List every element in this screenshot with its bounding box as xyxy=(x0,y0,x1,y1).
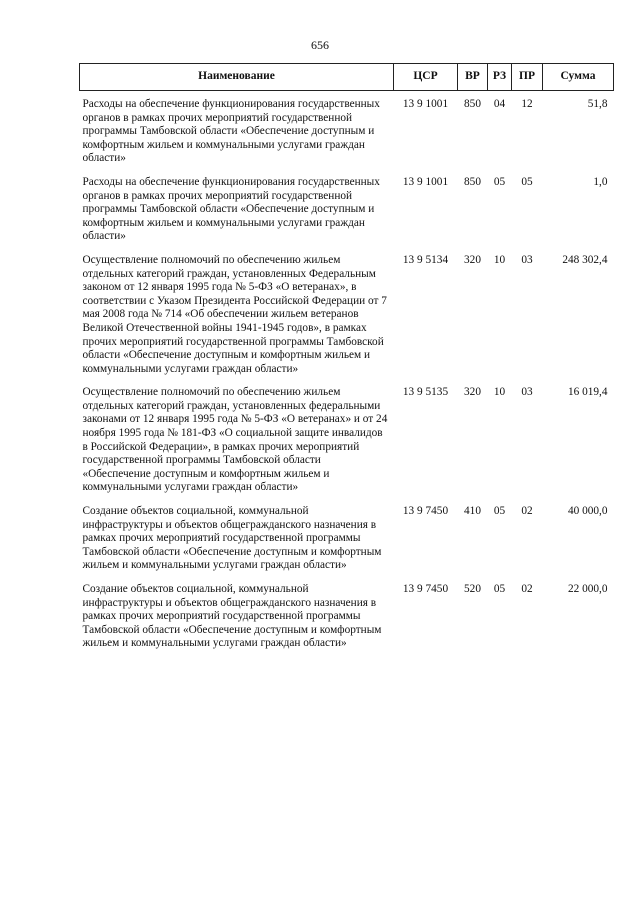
row-rz: 05 xyxy=(493,505,506,518)
table-row xyxy=(80,498,614,576)
row-sum: 51,8 xyxy=(587,98,608,110)
row-csr: 13 9 5135 xyxy=(402,386,449,399)
table-row xyxy=(80,169,614,247)
row-csr: 13 9 5134 xyxy=(402,253,449,266)
row-rz: 05 xyxy=(493,175,506,188)
row-name: Расходы на обеспечение функционирования государственных органов в рамках прочих мероприятий государственной программы Тамбовской области «Обеспечение доступным и комфортным жильем и коммунальными услугами граждан области» xyxy=(82,98,380,165)
row-rz: 05 xyxy=(493,583,506,595)
row-name: Создание объектов социальной, коммунальной инфраструктуры и объектов общегражданского назначения в рамках прочих мероприятий государственной программы Тамбовской области «Обеспечение доступным и комфортным жильем и коммунальными услугами граждан области» xyxy=(82,583,382,650)
row-sum: 22 000,0 xyxy=(567,583,608,595)
row-sum: 1,0 xyxy=(593,175,608,188)
row-name: Расходы на обеспечение функционирования государственных органов в рамках прочих мероприятий государственной программы Тамбовской области «Обеспечение доступным и комфортным жильем и коммунальными услугами граждан области» xyxy=(82,175,380,243)
row-pr: 12 xyxy=(521,98,533,110)
table-row xyxy=(80,247,614,379)
row-pr: 02 xyxy=(521,583,533,595)
row-name: Создание объектов социальной, коммунальной инфраструктуры и объектов общегражданского назначения в рамках прочих мероприятий государственной программы Тамбовской области «Обеспечение доступным и комфортным жильем и коммунальными услугами граждан области» xyxy=(82,505,382,572)
row-vr: 410 xyxy=(464,505,481,518)
row-vr: 850 xyxy=(464,175,481,188)
row-pr: 05 xyxy=(521,175,533,188)
row-csr: 13 9 7450 xyxy=(402,583,449,595)
table-row xyxy=(80,576,614,654)
row-csr: 13 9 1001 xyxy=(402,175,449,188)
row-pr: 02 xyxy=(521,505,533,518)
row-rz: 10 xyxy=(493,253,506,266)
header-rz: РЗ xyxy=(488,64,512,91)
header-row xyxy=(80,64,614,91)
row-pr: 03 xyxy=(521,386,533,399)
row-rz: 04 xyxy=(493,98,506,110)
table-header xyxy=(80,64,614,91)
row-vr: 320 xyxy=(464,253,481,266)
header-csr: ЦСР xyxy=(394,64,458,91)
row-name: Осуществление полномочий по обеспечению жильем отдельных категорий граждан, установленных федеральными законами от 12 января 1995 года № 5-ФЗ «О ветеранах» и от 24 ноября 1995 года № 181-ФЗ «О социальной защите инвалидов в Российской Федерации», в рамках прочих мероприятий государственной программы Тамбовской области «Обеспечение доступным и комфортным жильем и коммунальными услугами граждан области» xyxy=(82,386,388,494)
row-pr: 03 xyxy=(521,253,533,266)
row-csr: 13 9 1001 xyxy=(402,98,449,110)
table-body xyxy=(80,91,614,654)
header-name: Наименование xyxy=(80,64,394,91)
row-rz: 10 xyxy=(493,386,506,399)
table-row xyxy=(80,91,614,169)
row-sum: 248 302,4 xyxy=(562,253,608,266)
row-vr: 850 xyxy=(464,98,481,110)
header-vr: ВР xyxy=(458,64,488,91)
row-sum: 40 000,0 xyxy=(567,505,608,518)
row-vr: 520 xyxy=(464,583,481,595)
row-csr: 13 9 7450 xyxy=(402,505,449,518)
row-name: Осуществление полномочий по обеспечению жильем отдельных категорий граждан, установленных Федеральным законом от 12 января 1995 года № 5-ФЗ «О ветеранах», в соответствии с Указом Президента Российской Федерации от 7 мая 2008 года № 714 «Об обеспечении жильем ветеранов Великой Отечественной войны 1941-1945 годов», в рамках прочих мероприятий государственной программы Тамбовской области «Обеспечение доступным и комфортным жильем и коммунальными услугами граждан области» xyxy=(82,253,387,375)
table-row xyxy=(80,379,614,498)
row-vr: 320 xyxy=(464,386,481,399)
header-sum: Сумма xyxy=(543,64,614,91)
header-pr: ПР xyxy=(512,64,543,91)
budget-table xyxy=(79,63,614,654)
page-number: 656 xyxy=(311,38,329,52)
row-sum: 16 019,4 xyxy=(567,386,608,399)
